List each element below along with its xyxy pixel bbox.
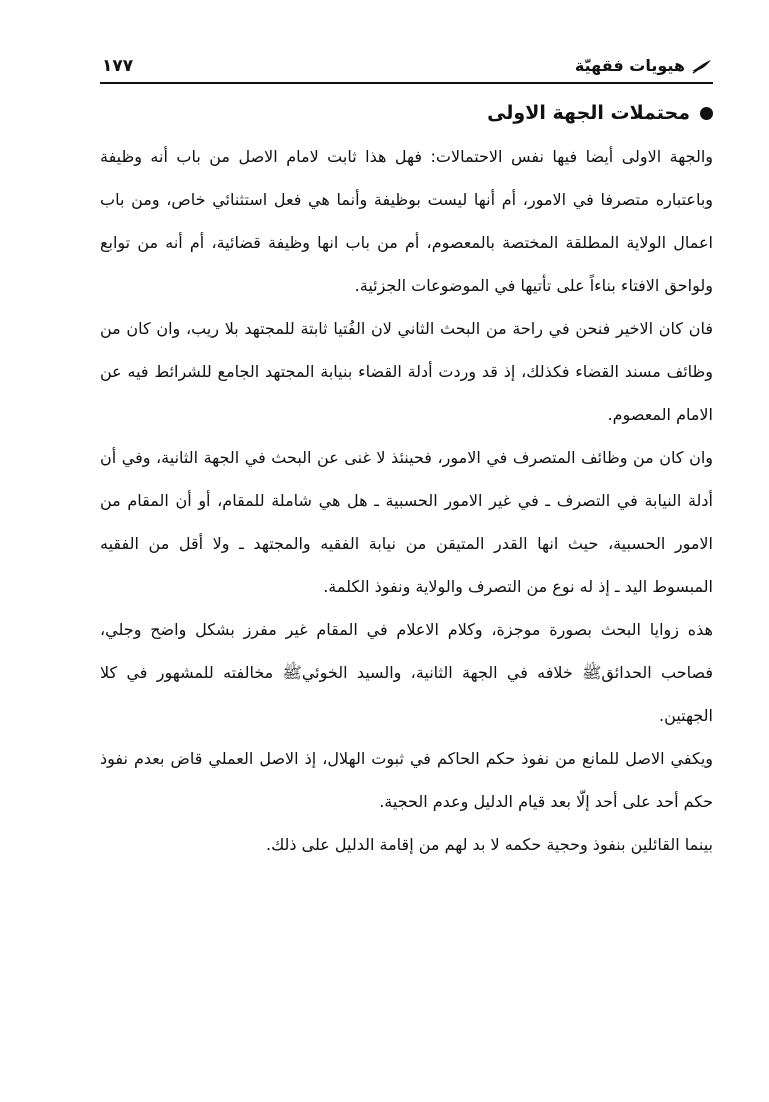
section-heading — [100, 92, 713, 135]
paragraph: هذه زوايا البحث بصورة موجزة، وكلام الاعلام في المقام غير مفرز بشكل واضح وجلي، فصاحب الحدائقﷺ خلافه في الجهة الثانية، والسيد الخوئيﷺ مخالفته للمشهور في كلا الجهتين. — [100, 620, 713, 725]
running-title — [575, 56, 713, 75]
page-header — [100, 50, 713, 82]
main-content — [100, 92, 713, 866]
paragraph: فان كان الاخير فنحن في راحة من البحث الثاني لان الفُتيا ثابتة للمجتهد بلا ريب، وان كان من وظائف مسند القضاء فكذلك، إذ قد وردت أدلة القضاء بنيابة المجتهد الجامع للشرائط فيه عن الامام المعصوم. — [100, 319, 713, 424]
paragraph: وان كان من وظائف المتصرف في الامور، فحينئذ لا غنى عن البحث في الجهة الثانية، وفي أن أدلة النيابة في التصرف ـ في غير الامور الحسبية ـ هل هي شاملة للمقام، أو أن المقام من الامور الحسبية، حيث انها القدر المتيقن من نيابة الفقيه والمجتهد ـ ولا أقل من الفقيه المبسوط اليد ـ إذ له نوع من التصرف والولاية ونفوذ الكلمة. — [100, 448, 713, 596]
bullet-icon — [700, 107, 713, 120]
paragraph: ويكفي الاصل للمانع من نفوذ حكم الحاكم في ثبوت الهلال، إذ الاصل العملي قاض بعدم نفوذ حكم أحد على أحد إلّا بعد قيام الدليل وعدم الحجية. — [100, 749, 713, 811]
paragraph: بينما القائلين بنفوذ وحجية حكمه لا بد لهم من إقامة الدليل على ذلك. — [265, 835, 713, 854]
paragraph: والجهة الاولى أيضا فيها نفس الاحتمالات: فهل هذا ثابت لامام الاصل من باب أنه وظيفة وباعتباره متصرفا في الامور، أم أنها ليست بوظيفة وأنما هي فعل استثنائي خاص، ومن باب اعمال الولاية المطلقة المختصة بالمعصوم، أم من باب انها وظيفة قضائية، أم أنه من توابع ولواحق الافتاء بناءاً على تأتيها في الموضوعات الجزئية. — [100, 147, 713, 295]
page-number: ١٧٧ — [102, 56, 134, 76]
header-divider — [100, 82, 713, 84]
quill-icon — [691, 58, 713, 74]
running-title-text: هيويات فقهيّة — [574, 56, 685, 75]
section-heading-text: محتملات الجهة الاولى — [487, 102, 690, 124]
